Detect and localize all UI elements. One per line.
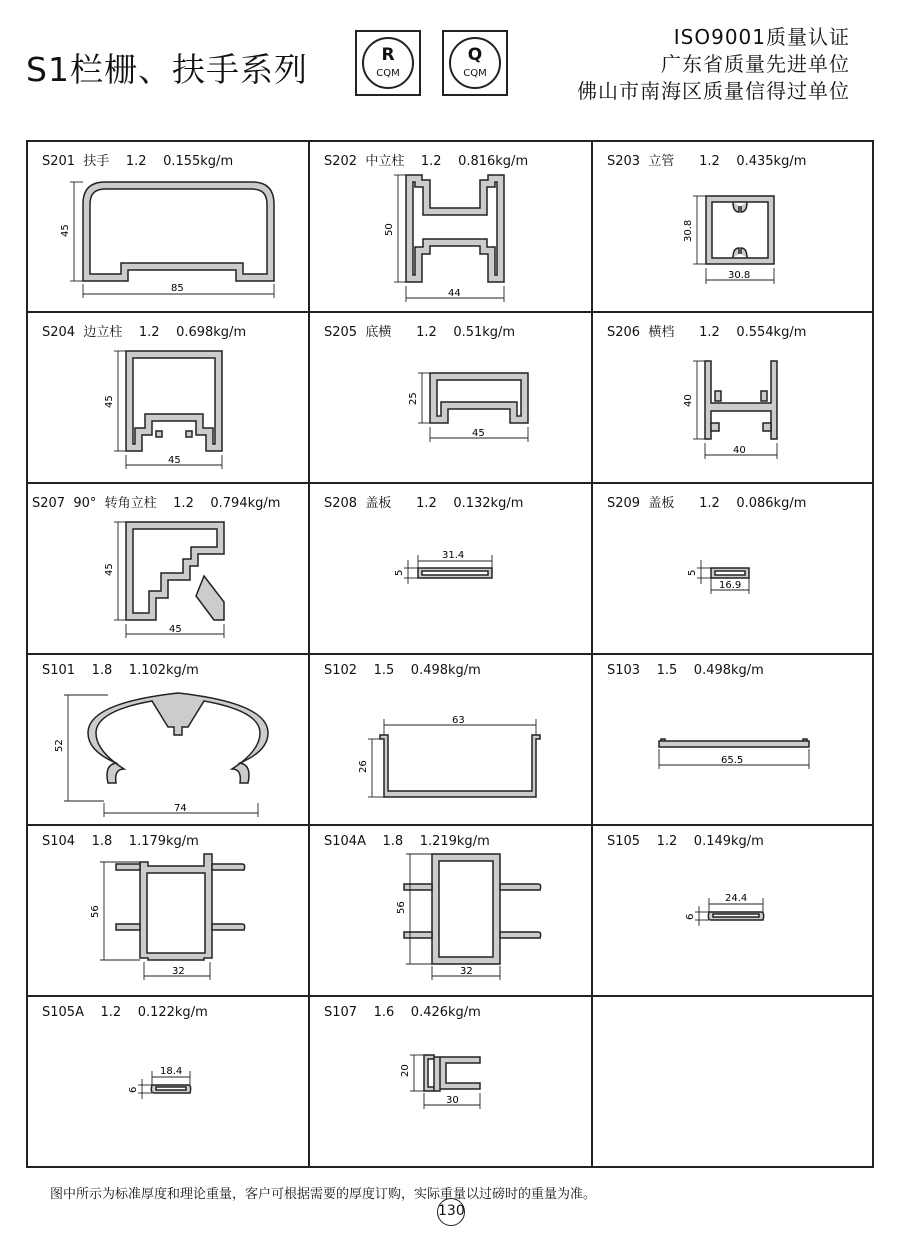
product-cell-s105 (593, 826, 874, 997)
product-label: S202 中立柱 1.2 0.816kg/m (324, 154, 529, 169)
s205-height-dim: 25 (408, 392, 419, 405)
s105a-profile-drawing (28, 997, 310, 1168)
s107-height-dim: 20 (400, 1064, 411, 1077)
s202-profile-drawing (310, 142, 593, 313)
s104-profile-drawing (28, 826, 310, 997)
s204-height-dim: 45 (104, 395, 115, 408)
s104-width-dim: 32 (172, 966, 185, 977)
product-cell-s104 (28, 826, 310, 997)
product-label: S205 底横 1.2 0.51kg/m (324, 325, 516, 340)
empty-cell (593, 997, 874, 1168)
s105a-width-dim: 18.4 (160, 1066, 183, 1077)
product-label: S107 1.6 0.426kg/m (324, 1005, 481, 1020)
product-cell-s208 (310, 484, 593, 655)
s105a-height-dim: 6 (128, 1086, 139, 1093)
s203-width-dim: 30.8 (728, 270, 751, 281)
product-label: S105A 1.2 0.122kg/m (42, 1005, 208, 1020)
product-cell-s201 (28, 142, 310, 313)
product-cell-s102 (310, 655, 593, 826)
s104a-profile-drawing (310, 826, 593, 997)
s105-height-dim: 6 (685, 913, 696, 920)
product-label: S201 扶手 1.2 0.155kg/m (42, 154, 234, 169)
product-label: S209 盖板 1.2 0.086kg/m (607, 496, 807, 511)
s104-height-dim: 56 (90, 905, 101, 918)
product-cell-s203 (593, 142, 874, 313)
product-cell-s103 (593, 655, 874, 826)
product-label: S103 1.5 0.498kg/m (607, 663, 764, 678)
product-cell-s104a (310, 826, 593, 997)
product-cell-s101 (28, 655, 310, 826)
s107-profile-drawing (310, 997, 593, 1168)
product-label: S105 1.2 0.149kg/m (607, 834, 764, 849)
s103-profile-drawing (593, 655, 874, 826)
s101-height-dim: 52 (54, 739, 65, 752)
s209-profile-drawing (593, 484, 874, 655)
certification-text (577, 24, 850, 105)
cqm-q-certification-logo: Q CQM (442, 30, 508, 96)
s107-width-dim: 30 (446, 1095, 459, 1106)
s104a-width-dim: 32 (460, 966, 473, 977)
product-cell-s107 (310, 997, 593, 1168)
s208-profile-drawing (310, 484, 593, 655)
product-cell-s202 (310, 142, 593, 313)
page-number: 130 (437, 1198, 465, 1226)
s209-height-dim: 5 (687, 569, 698, 576)
product-cell-s205 (310, 313, 593, 484)
s102-width-dim: 63 (452, 715, 465, 726)
s208-height-dim: 5 (394, 569, 405, 576)
s105-width-dim: 24.4 (725, 893, 748, 904)
s207-height-dim: 45 (104, 563, 115, 576)
product-cell-s204 (28, 313, 310, 484)
product-grid (26, 140, 874, 1168)
s206-height-dim: 40 (683, 394, 694, 407)
s101-profile-drawing (28, 655, 310, 826)
product-cell-s209 (593, 484, 874, 655)
cqm-r-certification-logo: R CQM (355, 30, 421, 96)
product-cell-s105a (28, 997, 310, 1168)
product-cell-s206 (593, 313, 874, 484)
iso-line: ISO9001质量认证 (673, 25, 850, 49)
footnote: 图中所示为标准厚度和理论重量，客户可根据需要的厚度订购，实际重量以过磅时的重量为准。 (50, 1187, 597, 1202)
s201-profile-drawing (28, 142, 310, 313)
s204-width-dim: 45 (168, 455, 181, 466)
product-label: S204 边立柱 1.2 0.698kg/m (42, 325, 247, 340)
product-label: S206 横档 1.2 0.554kg/m (607, 325, 807, 340)
s103-width-dim: 65.5 (721, 755, 744, 766)
product-label: S104 1.8 1.179kg/m (42, 834, 199, 849)
s205-width-dim: 45 (472, 428, 485, 439)
page-title: S1栏栅、扶手系列 (26, 50, 308, 89)
s105-profile-drawing (593, 826, 874, 997)
s205-profile-drawing (310, 313, 593, 484)
s101-width-dim: 74 (174, 803, 187, 814)
s209-width-dim: 16.9 (719, 580, 742, 591)
s202-height-dim: 50 (384, 223, 395, 236)
province-line: 广东省质量先进单位 (661, 52, 850, 76)
s207-width-dim: 45 (169, 624, 182, 635)
product-label: S104A 1.8 1.219kg/m (324, 834, 490, 849)
product-label: S102 1.5 0.498kg/m (324, 663, 481, 678)
product-cell-s207 (28, 484, 310, 655)
s201-width-dim: 85 (171, 283, 184, 294)
product-label: S203 立管 1.2 0.435kg/m (607, 154, 807, 169)
product-label: S208 盖板 1.2 0.132kg/m (324, 496, 524, 511)
s207-profile-drawing (28, 484, 310, 655)
product-label: S101 1.8 1.102kg/m (42, 663, 199, 678)
s102-profile-drawing (310, 655, 593, 826)
s104a-height-dim: 56 (396, 901, 407, 914)
s204-profile-drawing (28, 313, 310, 484)
s206-width-dim: 40 (733, 445, 746, 456)
s203-profile-drawing (593, 142, 874, 313)
s203-height-dim: 30.8 (683, 219, 694, 242)
s202-width-dim: 44 (448, 288, 461, 299)
s206-profile-drawing (593, 313, 874, 484)
product-label: S207 90° 转角立柱 1.2 0.794kg/m (32, 496, 281, 511)
district-line: 佛山市南海区质量信得过单位 (577, 79, 850, 103)
s102-height-dim: 26 (358, 760, 369, 773)
s208-width-dim: 31.4 (442, 550, 465, 561)
s201-height-dim: 45 (60, 224, 71, 237)
